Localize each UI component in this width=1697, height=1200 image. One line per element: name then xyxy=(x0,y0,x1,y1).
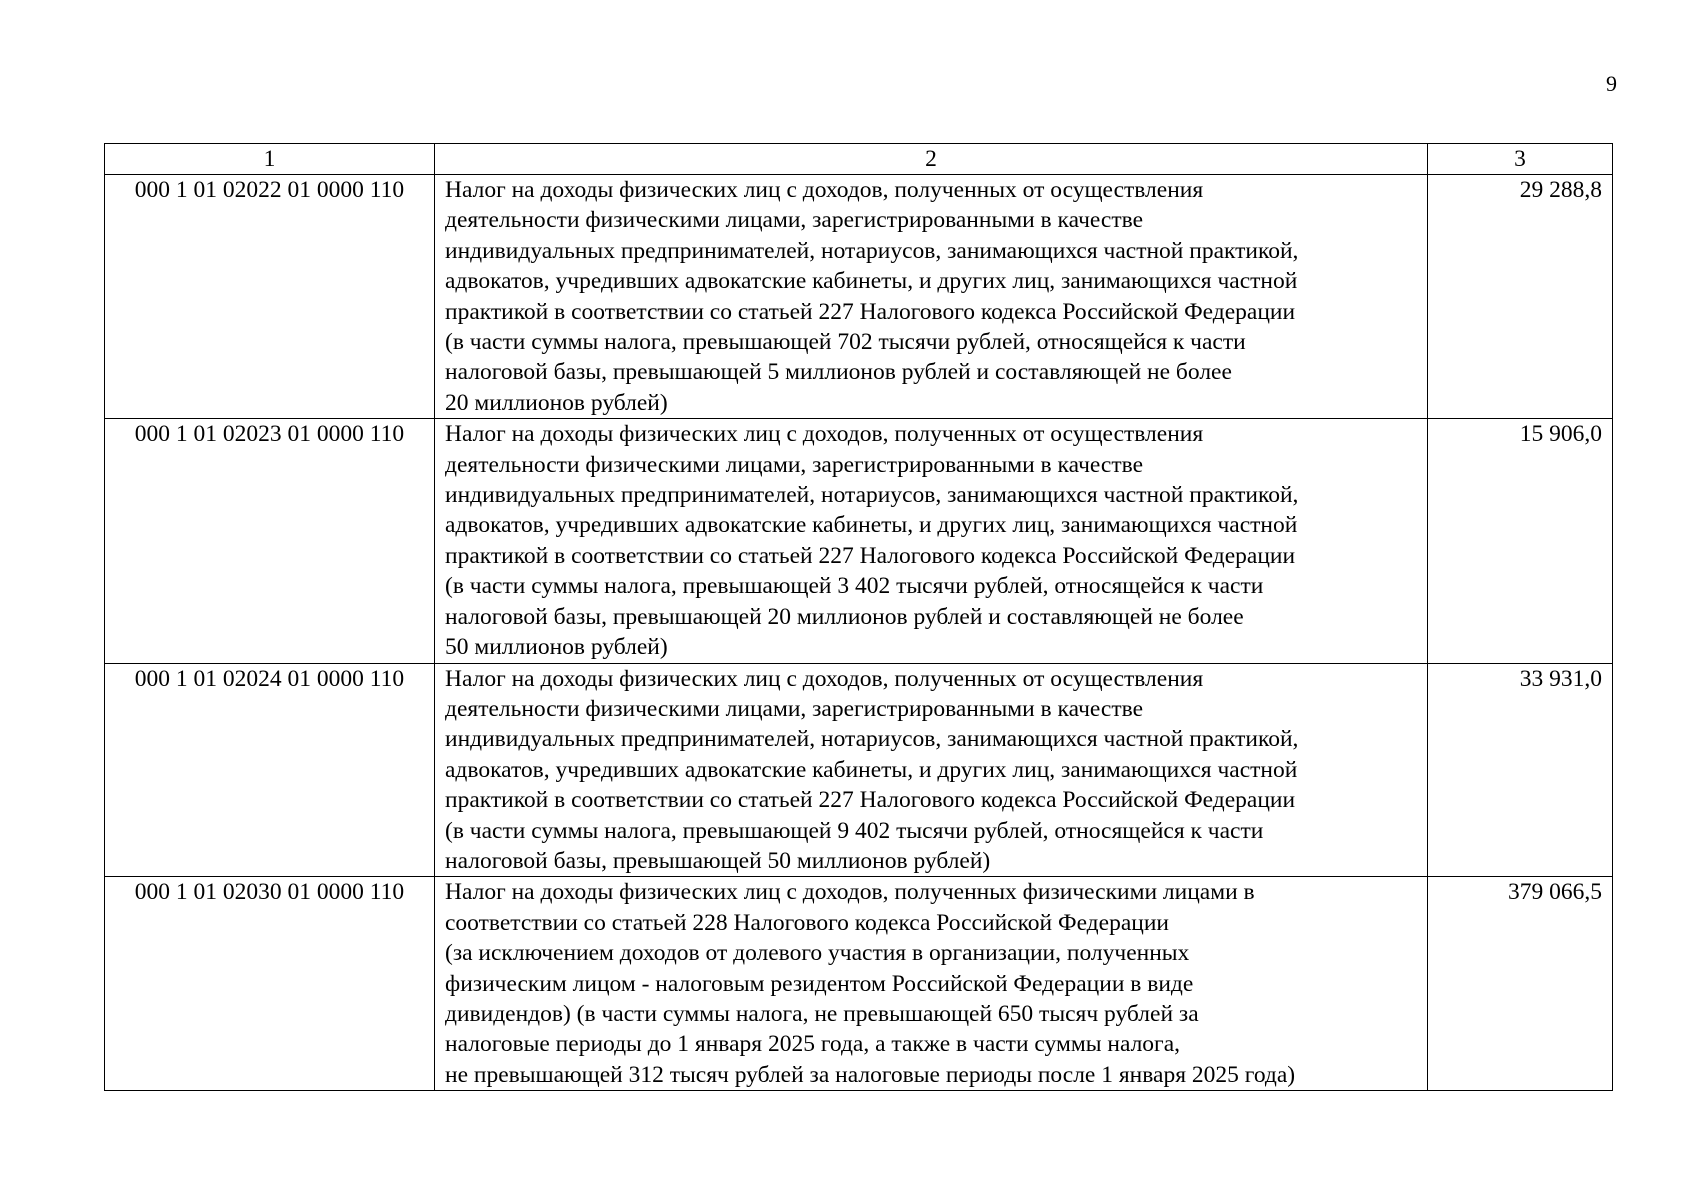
description-line: практикой в соответствии со статьей 227 Налогового кодекса Российской Федерации xyxy=(445,298,1296,325)
description-line: (за исключением доходов от долевого участия в организации, полученных xyxy=(445,940,1190,967)
table-body xyxy=(105,175,1613,1091)
page-number: 9 xyxy=(1606,71,1617,96)
budget-table xyxy=(104,143,1613,1091)
description-line: Налог на доходы физических лиц с доходов, полученных от осуществления xyxy=(445,665,1204,692)
table-row xyxy=(105,663,1613,877)
description-line: Налог на доходы физических лиц с доходов, полученных физическими лицами в xyxy=(445,879,1255,906)
description-line: физическим лицом - налоговым резидентом Российской Федерации в виде xyxy=(445,970,1194,997)
budget-code: 000 1 01 02024 01 0000 110 xyxy=(105,663,435,877)
description-line: адвокатов, учредивших адвокатские кабинеты, и других лиц, занимающихся частной xyxy=(445,756,1298,783)
description-line: практикой в соответствии со статьей 227 Налогового кодекса Российской Федерации xyxy=(445,787,1296,814)
description-line: налоговой базы, превышающей 20 миллионов рублей и составляющей не более xyxy=(445,603,1244,630)
budget-code: 000 1 01 02022 01 0000 110 xyxy=(105,175,435,419)
budget-code: 000 1 01 02030 01 0000 110 xyxy=(105,877,435,1091)
description-line: деятельности физическими лицами, зарегистрированными в качестве xyxy=(445,207,1144,234)
amount-value: 33 931,0 xyxy=(1428,663,1613,877)
description-line: не превышающей 312 тысяч рублей за налоговые периоды после 1 января 2025 года) xyxy=(445,1061,1296,1088)
amount-value: 15 906,0 xyxy=(1428,419,1613,663)
description-line: налоговые периоды до 1 января 2025 года, а также в части суммы налога, xyxy=(445,1031,1181,1058)
description-line: (в части суммы налога, превышающей 3 402 тысячи рублей, относящейся к части xyxy=(445,573,1264,600)
description-line: деятельности физическими лицами, зарегистрированными в качестве xyxy=(445,451,1144,478)
description-line: (в части суммы налога, превышающей 702 тысячи рублей, относящейся к части xyxy=(445,329,1246,356)
income-description xyxy=(435,175,1428,419)
description-line: (в части суммы налога, превышающей 9 402 тысячи рублей, относящейся к части xyxy=(445,817,1264,844)
description-line: индивидуальных предпринимателей, нотариусов, занимающихся частной практикой, xyxy=(445,237,1299,264)
column-header-1: 1 xyxy=(105,144,435,175)
description-line: Налог на доходы физических лиц с доходов, полученных от осуществления xyxy=(445,421,1204,448)
budget-code: 000 1 01 02023 01 0000 110 xyxy=(105,419,435,663)
table-row xyxy=(105,877,1613,1091)
table-row xyxy=(105,419,1613,663)
description-line: налоговой базы, превышающей 5 миллионов рублей и составляющей не более xyxy=(445,359,1232,386)
description-line: соответствии со статьей 228 Налогового кодекса Российской Федерации xyxy=(445,909,1169,936)
table-row xyxy=(105,175,1613,419)
description-line: 20 миллионов рублей) xyxy=(445,389,668,416)
description-line: адвокатов, учредивших адвокатские кабинеты, и других лиц, занимающихся частной xyxy=(445,268,1298,295)
description-line: дивидендов) (в части суммы налога, не превышающей 650 тысяч рублей за xyxy=(445,1000,1199,1027)
description-line: адвокатов, учредивших адвокатские кабинеты, и других лиц, занимающихся частной xyxy=(445,512,1298,539)
column-header-2: 2 xyxy=(435,144,1428,175)
income-description xyxy=(435,877,1428,1091)
amount-value: 29 288,8 xyxy=(1428,175,1613,419)
description-line: индивидуальных предпринимателей, нотариусов, занимающихся частной практикой, xyxy=(445,726,1299,753)
table-header-row xyxy=(105,144,1613,175)
amount-value: 379 066,5 xyxy=(1428,877,1613,1091)
description-line: 50 миллионов рублей) xyxy=(445,634,668,661)
description-line: практикой в соответствии со статьей 227 Налогового кодекса Российской Федерации xyxy=(445,542,1296,569)
description-line: индивидуальных предпринимателей, нотариусов, занимающихся частной практикой, xyxy=(445,482,1299,509)
income-description xyxy=(435,663,1428,877)
column-header-3: 3 xyxy=(1428,144,1613,175)
income-description xyxy=(435,419,1428,663)
description-line: налоговой базы, превышающей 50 миллионов рублей) xyxy=(445,847,991,874)
description-line: Налог на доходы физических лиц с доходов, полученных от осуществления xyxy=(445,177,1204,203)
description-line: деятельности физическими лицами, зарегистрированными в качестве xyxy=(445,695,1144,722)
